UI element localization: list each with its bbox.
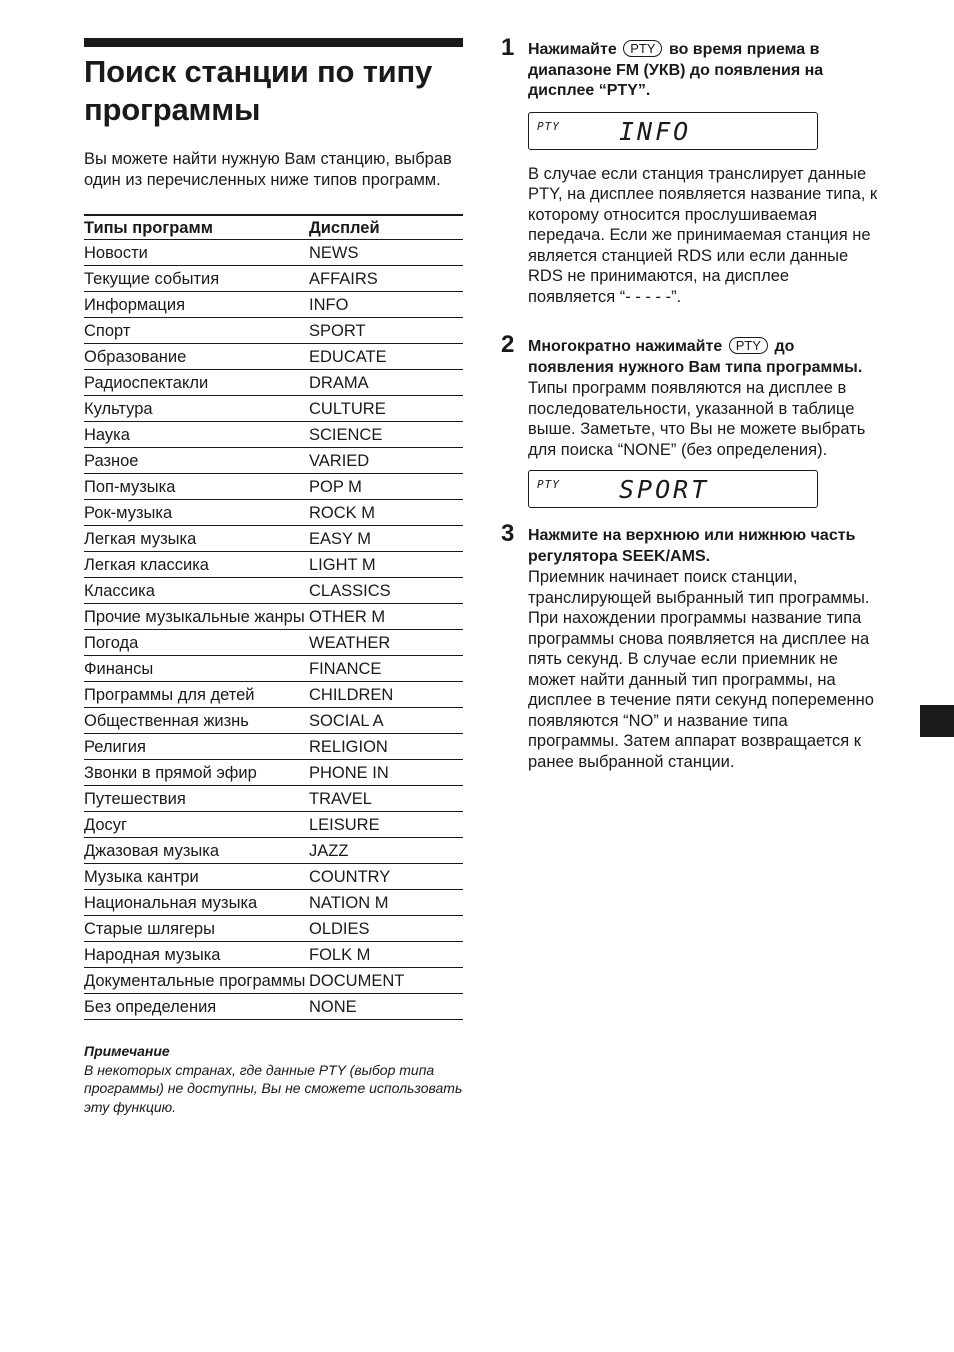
- step-2: [501, 331, 880, 508]
- step-body: Типы программ появляются на дисплее в последовательности, указанной в таблице выше. Заметьте, что Вы не можете выбрать для поиска “NONE” (без определения).: [528, 379, 866, 459]
- table-row: [84, 968, 463, 994]
- program-type-cell: Без определения: [84, 994, 309, 1020]
- display-cell: FOLK M: [309, 942, 463, 968]
- table-header-display: Дисплей: [309, 215, 463, 240]
- program-type-cell: Программы для детей: [84, 682, 309, 708]
- table-row: [84, 838, 463, 864]
- program-type-cell: Документальные программы: [84, 968, 309, 994]
- display-cell: OTHER M: [309, 604, 463, 630]
- pty-key-icon: PTY: [623, 40, 662, 57]
- step-body: Приемник начинает поиск станции, транслирующей выбранный тип программы. При нахождении программы название типа программы снова появляется на дисплее на пять секунд. В случае если приемник не может найти данный тип программы, на дисплее в течение пяти секунд попеременно появляются “NO” и название типа программы. Затем аппарат возвращается к ранее выбранной станции.: [528, 568, 874, 771]
- program-type-cell: Классика: [84, 578, 309, 604]
- program-type-cell: Новости: [84, 240, 309, 266]
- display-cell: SCIENCE: [309, 422, 463, 448]
- left-column: [84, 38, 463, 1116]
- program-type-cell: Радиоспектакли: [84, 370, 309, 396]
- display-cell: NONE: [309, 994, 463, 1020]
- display-cell: JAZZ: [309, 838, 463, 864]
- display-cell: SOCIAL A: [309, 708, 463, 734]
- table-row: [84, 318, 463, 344]
- program-type-table: [84, 214, 463, 1020]
- display-cell: CHILDREN: [309, 682, 463, 708]
- note-heading: Примечание: [84, 1043, 170, 1059]
- step-heading-before: Нажимайте: [528, 41, 617, 58]
- step-heading-before: Многократно нажимайте: [528, 338, 723, 355]
- program-type-cell: Религия: [84, 734, 309, 760]
- program-type-cell: Погода: [84, 630, 309, 656]
- program-type-cell: Народная музыка: [84, 942, 309, 968]
- lcd-display: [528, 112, 818, 150]
- page-title: Поиск станции по типу программы: [84, 54, 433, 127]
- display-cell: DRAMA: [309, 370, 463, 396]
- program-type-cell: Наука: [84, 422, 309, 448]
- program-type-cell: Легкая классика: [84, 552, 309, 578]
- display-cell: RELIGION: [309, 734, 463, 760]
- table-row: [84, 396, 463, 422]
- step-heading-after: до появления нужного Вам типа программы.: [528, 338, 863, 376]
- program-type-cell: Джазовая музыка: [84, 838, 309, 864]
- table-body: [84, 240, 463, 1020]
- program-type-cell: Путешествия: [84, 786, 309, 812]
- program-type-cell: Звонки в прямой эфир: [84, 760, 309, 786]
- display-cell: CULTURE: [309, 396, 463, 422]
- table-row: [84, 448, 463, 474]
- display-cell: CLASSICS: [309, 578, 463, 604]
- step-3: [501, 520, 880, 772]
- intro-text: Вы можете найти нужную Вам станцию, выбрав один из перечисленных ниже типов программ.: [84, 150, 452, 189]
- display-cell: LEISURE: [309, 812, 463, 838]
- step-heading: Нажмите на верхнюю или нижнюю часть регулятора SEEK/AMS.: [528, 527, 856, 565]
- table-row: [84, 500, 463, 526]
- program-type-cell: Культура: [84, 396, 309, 422]
- step-number: 1: [501, 34, 515, 61]
- program-type-cell: Прочие музыкальные жанры: [84, 604, 309, 630]
- table-row: [84, 656, 463, 682]
- program-type-cell: Рок-музыка: [84, 500, 309, 526]
- display-cell: COUNTRY: [309, 864, 463, 890]
- table-row: [84, 916, 463, 942]
- step-number: 2: [501, 331, 515, 358]
- program-type-cell: Текущие события: [84, 266, 309, 292]
- table-row: [84, 734, 463, 760]
- table-row: [84, 552, 463, 578]
- display-cell: NATION M: [309, 890, 463, 916]
- table-row: [84, 786, 463, 812]
- display-cell: AFFAIRS: [309, 266, 463, 292]
- program-type-cell: Музыка кантри: [84, 864, 309, 890]
- note: [84, 1042, 463, 1116]
- program-type-cell: Образование: [84, 344, 309, 370]
- display-cell: FINANCE: [309, 656, 463, 682]
- step-heading: [528, 40, 880, 102]
- display-cell: LIGHT M: [309, 552, 463, 578]
- program-type-cell: Старые шлягеры: [84, 916, 309, 942]
- table-row: [84, 344, 463, 370]
- step-body: В случае если станция транслирует данные PTY, на дисплее появляется название типа, к которому относится прослушиваемая передача. Если же принимаемая станция не является станцией RDS или если данные RDS не принимаются, на дисплее появляется “- - - - -”.: [528, 164, 878, 306]
- program-type-cell: Спорт: [84, 318, 309, 344]
- table-row: [84, 526, 463, 552]
- program-type-cell: Информация: [84, 292, 309, 318]
- table-row: [84, 994, 463, 1020]
- program-type-cell: Досуг: [84, 812, 309, 838]
- lcd-text: SPORT: [619, 475, 710, 504]
- table-row: [84, 266, 463, 292]
- table-row: [84, 942, 463, 968]
- program-type-cell: Финансы: [84, 656, 309, 682]
- table-row: [84, 630, 463, 656]
- program-type-cell: Общественная жизнь: [84, 708, 309, 734]
- table-header-type: Типы программ: [84, 215, 309, 240]
- display-cell: DOCUMENT: [309, 968, 463, 994]
- program-type-cell: Разное: [84, 448, 309, 474]
- right-column: [501, 34, 880, 772]
- table-row: [84, 708, 463, 734]
- table-row: [84, 292, 463, 318]
- table-row: [84, 422, 463, 448]
- table-row: [84, 474, 463, 500]
- step-heading: [528, 337, 880, 378]
- lcd-text: INFO: [619, 116, 692, 146]
- lcd-indicator: PTY: [537, 478, 560, 491]
- table-row: [84, 604, 463, 630]
- program-type-cell: Поп-музыка: [84, 474, 309, 500]
- display-cell: EASY M: [309, 526, 463, 552]
- table-row: [84, 890, 463, 916]
- table-row: [84, 864, 463, 890]
- display-cell: WEATHER: [309, 630, 463, 656]
- display-cell: OLDIES: [309, 916, 463, 942]
- display-cell: NEWS: [309, 240, 463, 266]
- step-number: 3: [501, 520, 515, 547]
- display-cell: TRAVEL: [309, 786, 463, 812]
- display-cell: EDUCATE: [309, 344, 463, 370]
- step-1: [501, 34, 880, 307]
- display-cell: VARIED: [309, 448, 463, 474]
- display-cell: INFO: [309, 292, 463, 318]
- table-row: [84, 578, 463, 604]
- table-row: [84, 760, 463, 786]
- table-row: [84, 812, 463, 838]
- title-rule: [84, 38, 463, 47]
- note-text: В некоторых странах, где данные PTY (выбор типа программы) не доступны, Вы не сможете использовать эту функцию.: [84, 1061, 463, 1115]
- display-cell: SPORT: [309, 318, 463, 344]
- table-row: [84, 370, 463, 396]
- lcd-display: [528, 470, 818, 508]
- step-heading-after: во время приема в диапазоне FM (УКВ) до появления на дисплее “PTY”.: [528, 41, 824, 99]
- table-row: [84, 682, 463, 708]
- display-cell: PHONE IN: [309, 760, 463, 786]
- section-tab-marker: [920, 705, 954, 737]
- display-cell: POP M: [309, 474, 463, 500]
- lcd-indicator: PTY: [537, 119, 560, 133]
- pty-key-icon: PTY: [729, 337, 768, 354]
- display-cell: ROCK M: [309, 500, 463, 526]
- table-row: [84, 240, 463, 266]
- program-type-cell: Легкая музыка: [84, 526, 309, 552]
- program-type-cell: Национальная музыка: [84, 890, 309, 916]
